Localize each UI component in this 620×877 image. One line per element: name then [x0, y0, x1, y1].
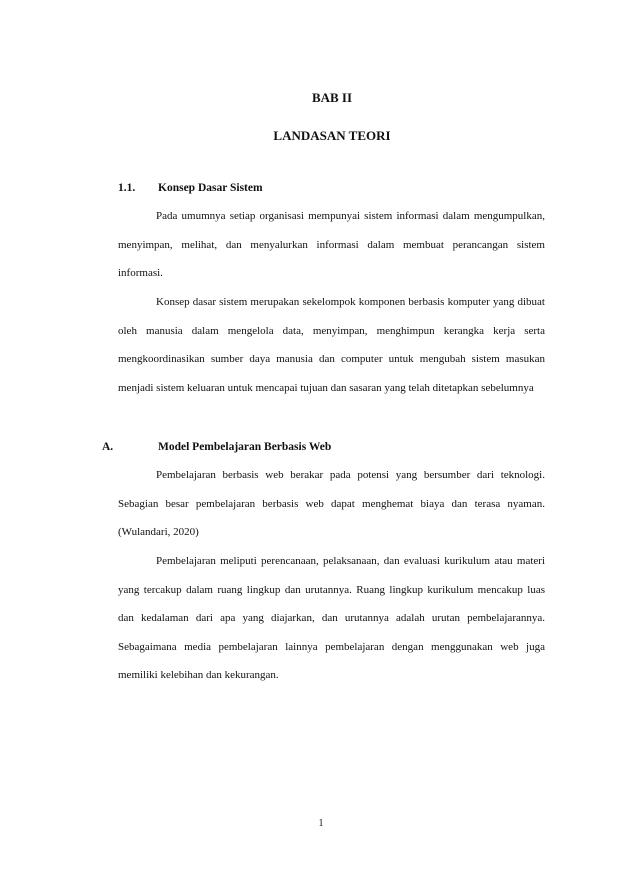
chapter-title: LANDASAN TEORI: [273, 128, 391, 143]
section-heading-model-pembelajaran: [102, 441, 331, 453]
section-title: Model Pembelajaran Berbasis Web: [158, 441, 332, 453]
paragraph: Konsep dasar sistem merupakan sekelompok komponen berbasis komputer yang dibuat oleh manusia dalam mengelola data, menyimpan, menghimpun kerangka kerja serta mengkoordinasikan sumber daya manusia dan computer untuk mengubah sistem masukan menjadi sistem keluaran untuk mencapai tujuan dan sasaran yang telah ditetapkan sebelumnya: [118, 296, 545, 394]
section-number: 1.1.: [118, 182, 136, 194]
section-number: A.: [102, 441, 114, 453]
paragraph: Pada umumnya setiap organisasi mempunyai sistem informasi dalam mengumpulkan, menyimpan, melihat, dan menyalurkan informasi dalam membuat perancangan sistem informasi.: [118, 210, 545, 280]
chapter-label: BAB II: [311, 90, 353, 105]
page-number: 1: [318, 818, 324, 829]
paragraph: Pembelajaran meliputi perencanaan, pelaksanaan, dan evaluasi kurikulum atau materi yang tercakup dalam ruang lingkup dan urutannya. Ruang lingkup kurikulum mencakup luas dan kedalaman dari apa yang diajarkan, dan urutannya adalah urutan pembelajarannya. Sebagaimana media pembelajaran lainnya pembelajaran dengan menggunakan web juga memiliki kelebihan dan kekurangan.: [118, 555, 545, 682]
paragraph: Pembelajaran berbasis web berakar pada potensi yang bersumber dari teknologi. Sebagian besar pembelajaran berbasis web dapat menghemat biaya dan terasa nyaman.(Wulandari, 2020): [118, 469, 545, 539]
section-title: Konsep Dasar Sistem: [158, 182, 263, 194]
section-heading-konsep-dasar-sistem: [118, 182, 263, 194]
